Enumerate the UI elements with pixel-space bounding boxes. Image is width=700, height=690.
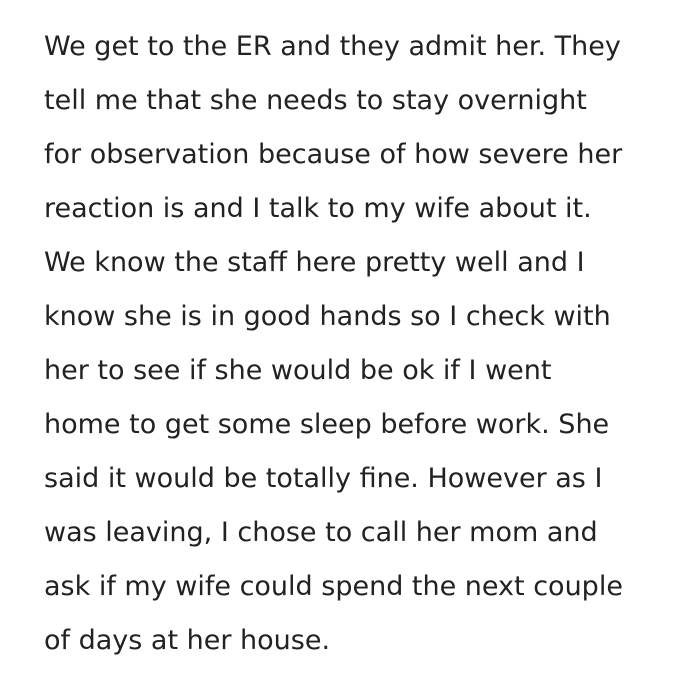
text-line: of days at her house. — [44, 625, 331, 656]
text-line: for observation because of how severe her — [44, 139, 623, 170]
text-line: was leaving, I chose to call her mom and — [44, 517, 598, 548]
text-line: We get to the ER and they admit her. They — [44, 31, 621, 62]
text-line: home to get some sleep before work. She — [44, 409, 610, 440]
text-line: ask if my wife could spend the next couple — [44, 571, 623, 602]
text-line: said it would be totally fine. However as I — [44, 463, 603, 494]
text-line: reaction is and I talk to my wife about it. — [44, 193, 592, 224]
text-line: We know the staff here pretty well and I — [44, 247, 585, 278]
text-line: know she is in good hands so I check with — [44, 301, 611, 332]
text-line: tell me that she needs to stay overnight — [44, 85, 587, 116]
text-line: her to see if she would be ok if I went — [44, 355, 552, 386]
